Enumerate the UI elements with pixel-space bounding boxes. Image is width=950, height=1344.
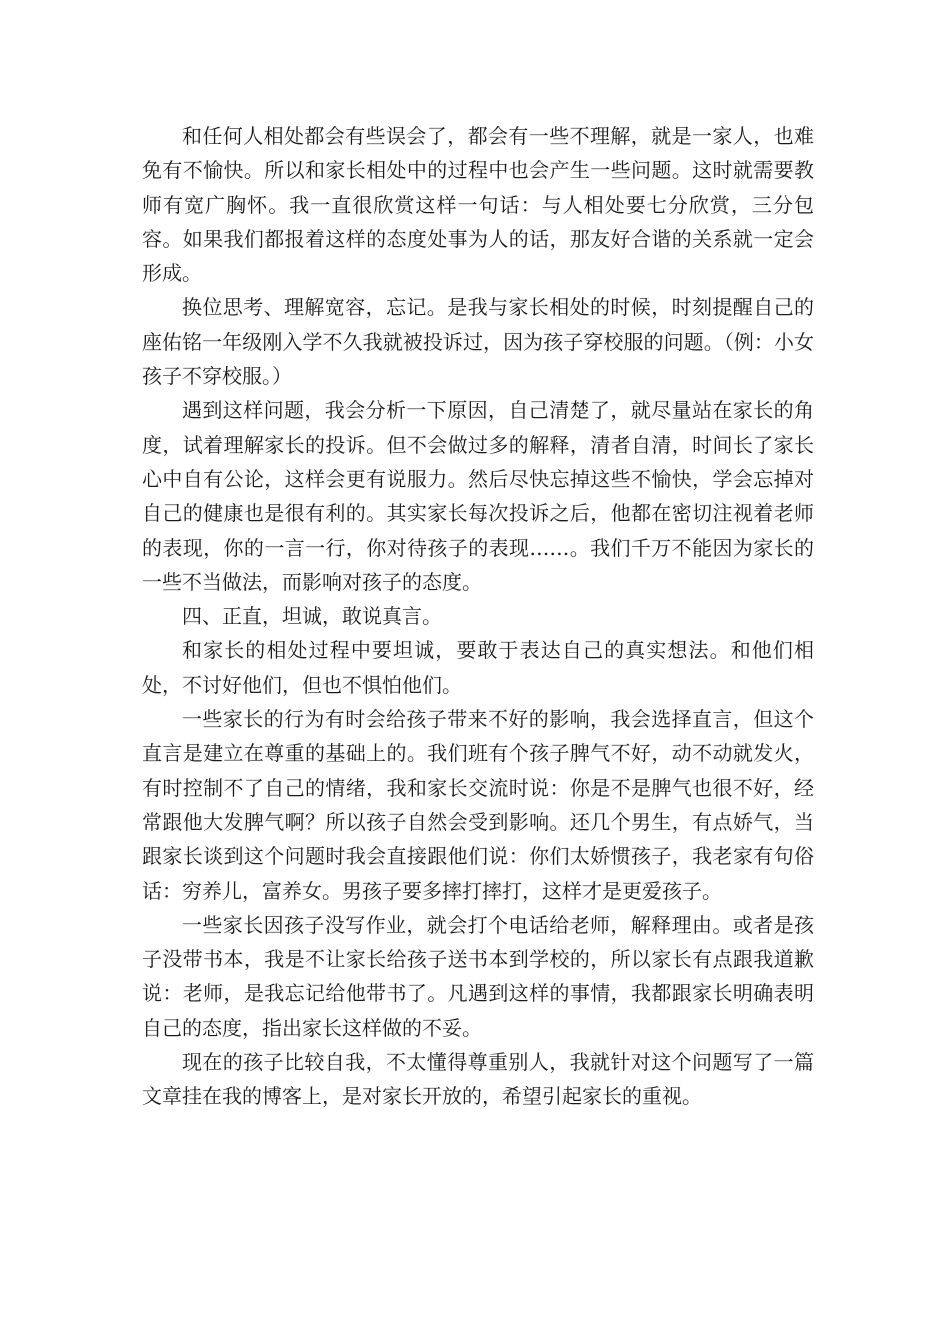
paragraph-6: 一些家长因孩子没写作业，就会打个电话给老师，解释理由。或者是孩子没带书本，我是不让家长给孩子送书本到学校的，所以家长有点跟我道歉说：老师，是我忘记给他带书了。凡遇到这样的事情，我都跟家长明确表明自己的态度，指出家长这样做的不妥。 [142, 912, 814, 1040]
document-body [142, 119, 814, 1114]
paragraph-1: 和任何人相处都会有些误会了，都会有一些不理解，就是一家人，也难免有不愉快。所以和家长相处中的过程中也会产生一些问题。这时就需要教师有宽广胸怀。我一直很欣赏这样一句话：与人相处要七分欣赏，三分包容。如果我们都报着这样的态度处事为人的话，那友好合谐的关系就一定会形成。 [142, 124, 814, 286]
paragraph-7: 现在的孩子比较自我，不太懂得尊重别人，我就针对这个问题写了一篇文章挂在我的博客上，是对家长开放的，希望引起家长的重视。 [142, 1050, 814, 1109]
paragraph-5: 一些家长的行为有时会给孩子带来不好的影响，我会选择直言，但这个直言是建立在尊重的基础上的。我们班有个孩子脾气不好，动不动就发火，有时控制不了自己的情绪，我和家长交流时说：你是不是脾气也很不好，经常跟他大发脾气啊？所以孩子自然会受到影响。还几个男生，有点娇气，当跟家长谈到这个问题时我会直接跟他们说：你们太娇惯孩子，我老家有句俗话：穷养儿，富养女。男孩子要多摔打摔打，这样才是更爱孩子。 [142, 707, 814, 903]
paragraph-2: 换位思考、理解宽容，忘记。是我与家长相处的时候，时刻提醒自己的座佑铭一年级刚入学不久我就被投诉过，因为孩子穿校服的问题。（例：小女孩子不穿校服。） [142, 295, 814, 389]
paragraph-4: 和家长的相处过程中要坦诚，要敢于表达自己的真实想法。和他们相处，不讨好他们，但也不惧怕他们。 [142, 638, 814, 697]
paragraph-3: 遇到这样问题，我会分析一下原因，自己清楚了，就尽量站在家长的角度，试着理解家长的投诉。但不会做过多的解释，清者自清，时间长了家长心中自有公论，这样会更有说服力。然后尽快忘掉这些不愉快，学会忘掉对自己的健康也是很有利的。其实家长每次投诉之后，他都在密切注视着老师的表现，你的一言一行，你对待孩子的表现……。我们千万不能因为家长的一些不当做法，而影响对孩子的态度。 [142, 398, 814, 594]
section-heading: 四、正直，坦诚，敢说真言。 [182, 604, 442, 629]
